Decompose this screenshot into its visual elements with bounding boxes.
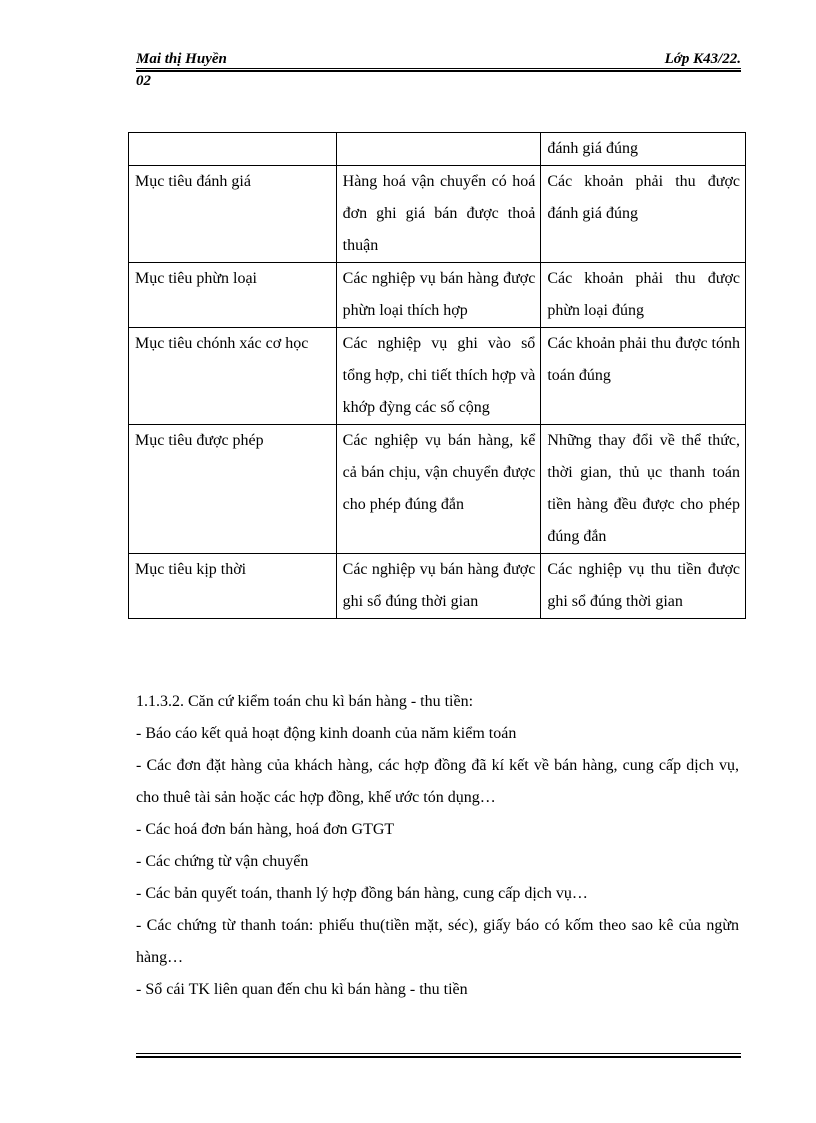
- audit-objectives-table: [128, 132, 746, 619]
- table-cell: Các nghiệp vụ ghi vào sổ tổng hợp, chi tiết thích hợp và khớp đỳng các số cộng: [336, 328, 541, 425]
- table-cell: Mục tiêu được phép: [129, 425, 337, 554]
- list-item: - Các chứng từ vận chuyển: [136, 853, 309, 870]
- table-cell: Các nghiệp vụ thu tiền được ghi sổ đúng thời gian: [541, 554, 746, 619]
- table-cell: Mục tiêu đánh giá: [129, 166, 337, 263]
- section-heading: 1.1.3.2. Căn cứ kiểm toán chu kì bán hàng - thu tiền:: [136, 693, 474, 710]
- table-row: [129, 263, 746, 328]
- table-cell: Hàng hoá vận chuyển có hoá đơn ghi giá bán được thoả thuận: [336, 166, 541, 263]
- table-cell: Các nghiệp vụ bán hàng được ghi sổ đúng thời gian: [336, 554, 541, 619]
- footer-rule: [136, 1053, 741, 1054]
- header-class: Lớp K43/22.: [664, 51, 741, 67]
- table-cell: [336, 133, 541, 166]
- table-row: [129, 328, 746, 425]
- table-cell: Mục tiêu phừn loại: [129, 263, 337, 328]
- list-item: - Các bản quyết toán, thanh lý hợp đồng bán hàng, cung cấp dịch vụ…: [136, 885, 588, 902]
- table-cell: đánh giá đúng: [541, 133, 746, 166]
- table-cell: Mục tiêu chónh xác cơ học: [129, 328, 337, 425]
- list-item: - Các hoá đơn bán hàng, hoá đơn GTGT: [136, 821, 395, 838]
- table-cell: Mục tiêu kịp thời: [129, 554, 337, 619]
- table-row: [129, 554, 746, 619]
- header-rule-thick: [136, 70, 741, 72]
- table-cell: [129, 133, 337, 166]
- table-cell: Các khoản phải thu được tónh toán đúng: [541, 328, 746, 425]
- header-author: Mai thị Huyền: [136, 51, 227, 67]
- table-cell: Các nghiệp vụ bán hàng, kể cả bán chịu, vận chuyển được cho phép đúng đắn: [336, 425, 541, 554]
- table-row: [129, 425, 746, 554]
- table-cell: Những thay đổi về thể thức, thời gian, thủ ục thanh toán tiền hàng đều được cho phép đúng đắn: [541, 425, 746, 554]
- table-row: [129, 133, 746, 166]
- table-cell: Các nghiệp vụ bán hàng được phừn loại thích hợp: [336, 263, 541, 328]
- table-row: [129, 166, 746, 263]
- footer-rule-thick: [136, 1056, 741, 1058]
- table-cell: Các khoản phải thu được đánh giá đúng: [541, 166, 746, 263]
- body-text: [136, 686, 739, 1006]
- header-rule: [136, 68, 741, 69]
- list-item: - Sổ cái TK liên quan đến chu kì bán hàng - thu tiền: [136, 981, 468, 998]
- list-item: - Các chứng từ thanh toán: phiếu thu(tiền mặt, séc), giấy báo có kốm theo sao kê của ngừn hàng…: [136, 917, 739, 966]
- header-continuation: 02: [136, 73, 151, 89]
- list-item: - Các đơn đặt hàng của khách hàng, các hợp đồng đã kí kết về bán hàng, cung cấp dịch vụ, cho thuê tài sản hoặc các hợp đồng, khế ước tón dụng…: [136, 757, 739, 806]
- table-cell: Các khoản phải thu được phừn loại đúng: [541, 263, 746, 328]
- list-item: - Báo cáo kết quả hoạt động kinh doanh của năm kiểm toán: [136, 725, 517, 742]
